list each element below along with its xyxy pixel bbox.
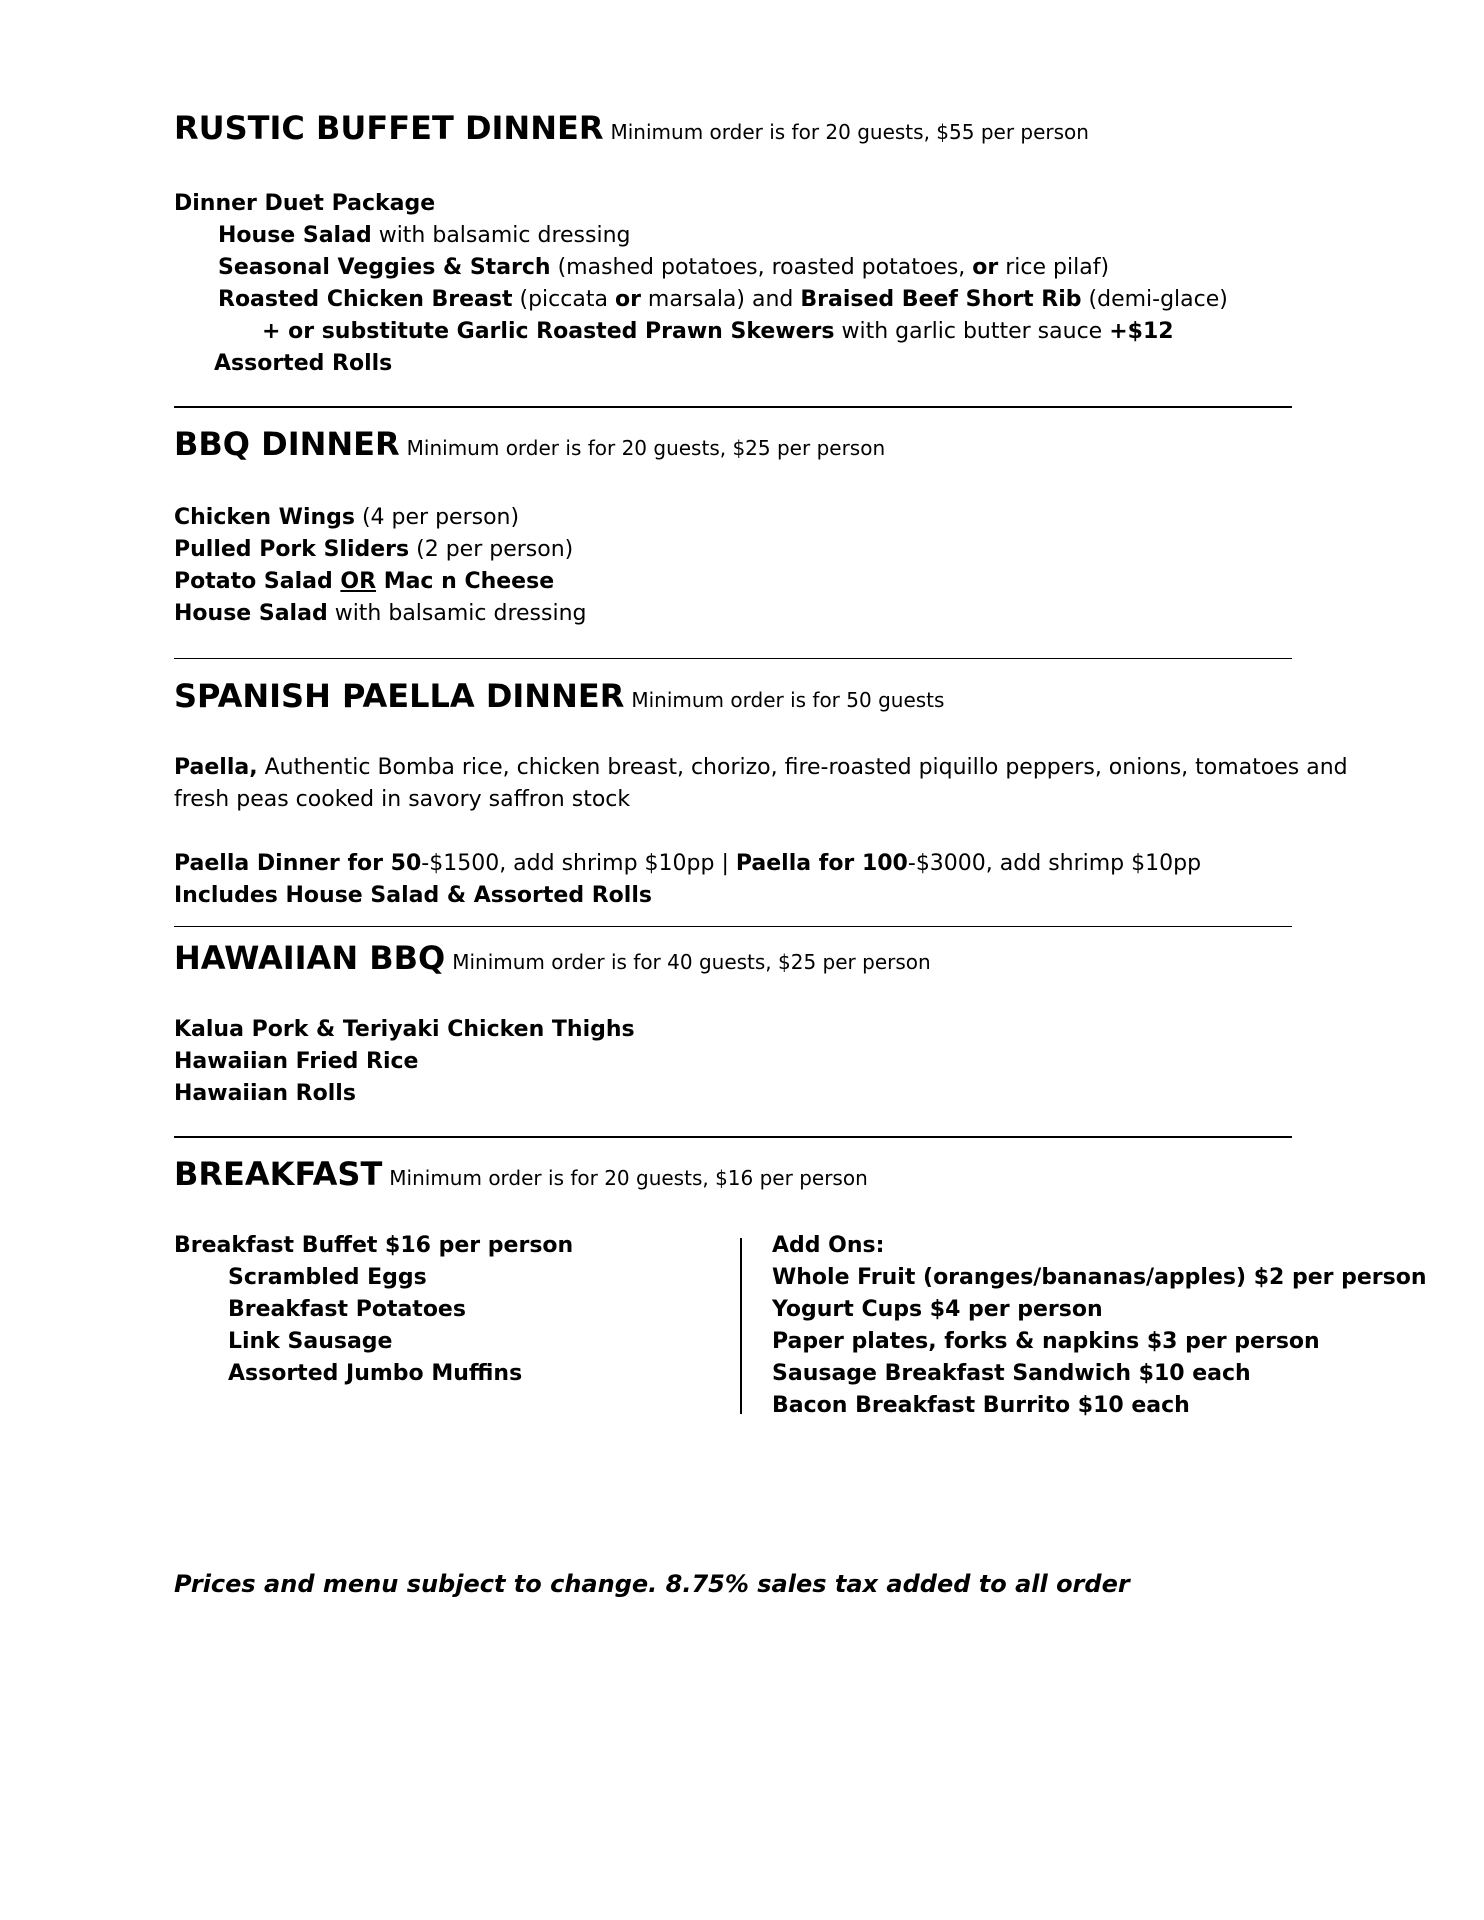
divider — [174, 406, 1292, 408]
list-item: Kalua Pork & Teriyaki Chicken Thighs — [174, 1017, 635, 1042]
paella-description-cont: fresh peas cooked in savory saffron stock — [174, 787, 631, 812]
breakfast-buffet: Breakfast Buffet $16 per person — [174, 1233, 574, 1258]
bbq-sliders: Pulled Pork Sliders (2 per person) — [174, 537, 574, 562]
paella-description: Paella, Authentic Bomba rice, chicken breast, chorizo, fire-roasted piquillo peppers, onions, tomatoes and — [174, 755, 1348, 780]
hawaiian-minimum: Minimum order is for 40 guests, $25 per person — [452, 950, 931, 974]
rustic-minimum: Minimum order is for 20 guests, $55 per person — [610, 120, 1089, 144]
breakfast-title: BREAKFAST — [174, 1155, 383, 1193]
rustic-rolls: Assorted Rolls — [214, 351, 393, 376]
list-item: Sausage Breakfast Sandwich $10 each — [772, 1361, 1251, 1386]
list-item: Scrambled Eggs — [228, 1265, 427, 1290]
list-item: Hawaiian Rolls — [174, 1081, 356, 1106]
list-item: Yogurt Cups $4 per person — [772, 1297, 1103, 1322]
column-divider — [740, 1238, 742, 1414]
list-item: Paper plates, forks & napkins $3 per person — [772, 1329, 1320, 1354]
hawaiian-heading — [174, 939, 1484, 979]
paella-heading — [174, 677, 1484, 717]
paella-minimum: Minimum order is for 50 guests — [631, 688, 945, 712]
paella-title: SPANISH PAELLA DINNER — [174, 677, 625, 715]
rustic-salad: House Salad with balsamic dressing — [218, 223, 631, 248]
bbq-salad: House Salad with balsamic dressing — [174, 601, 587, 626]
list-item: Hawaiian Fried Rice — [174, 1049, 419, 1074]
rustic-prawn-option: + or substitute Garlic Roasted Prawn Skewers with garlic butter sauce +$12 — [262, 319, 1174, 344]
rustic-entrees: Roasted Chicken Breast (piccata or marsala) and Braised Beef Short Rib (demi-glace) — [218, 287, 1228, 312]
breakfast-heading — [174, 1155, 1484, 1195]
breakfast-minimum: Minimum order is for 20 guests, $16 per person — [389, 1166, 868, 1190]
hawaiian-title: HAWAIIAN BBQ — [174, 939, 446, 977]
bbq-heading — [174, 425, 1484, 465]
list-item: Whole Fruit (oranges/bananas/apples) $2 per person — [772, 1265, 1427, 1290]
paella-includes: Includes House Salad & Assorted Rolls — [174, 883, 652, 908]
list-item: Link Sausage — [228, 1329, 393, 1354]
rustic-veggies: Seasonal Veggies & Starch (mashed potatoes, roasted potatoes, or rice pilaf) — [218, 255, 1110, 280]
divider — [174, 1136, 1292, 1138]
addons-title: Add Ons: — [772, 1233, 885, 1258]
paella-pricing: Paella Dinner for 50-$1500, add shrimp $10pp | Paella for 100-$3000, add shrimp $10pp — [174, 851, 1202, 876]
list-item: Bacon Breakfast Burrito $10 each — [772, 1393, 1190, 1418]
bbq-title: BBQ DINNER — [174, 425, 400, 463]
bbq-wings: Chicken Wings (4 per person) — [174, 505, 520, 530]
footer-disclaimer: Prices and menu subject to change. 8.75% sales tax added to all order — [174, 1570, 1130, 1598]
rustic-title: RUSTIC BUFFET DINNER — [174, 109, 604, 147]
rustic-package: Dinner Duet Package — [174, 191, 436, 216]
list-item: Breakfast Potatoes — [228, 1297, 466, 1322]
rustic-heading — [174, 109, 1484, 149]
divider — [174, 658, 1292, 659]
divider — [174, 926, 1292, 927]
list-item: Assorted Jumbo Muffins — [228, 1361, 523, 1386]
bbq-sides: Potato Salad OR Mac n Cheese — [174, 569, 555, 594]
bbq-minimum: Minimum order is for 20 guests, $25 per person — [406, 436, 886, 460]
